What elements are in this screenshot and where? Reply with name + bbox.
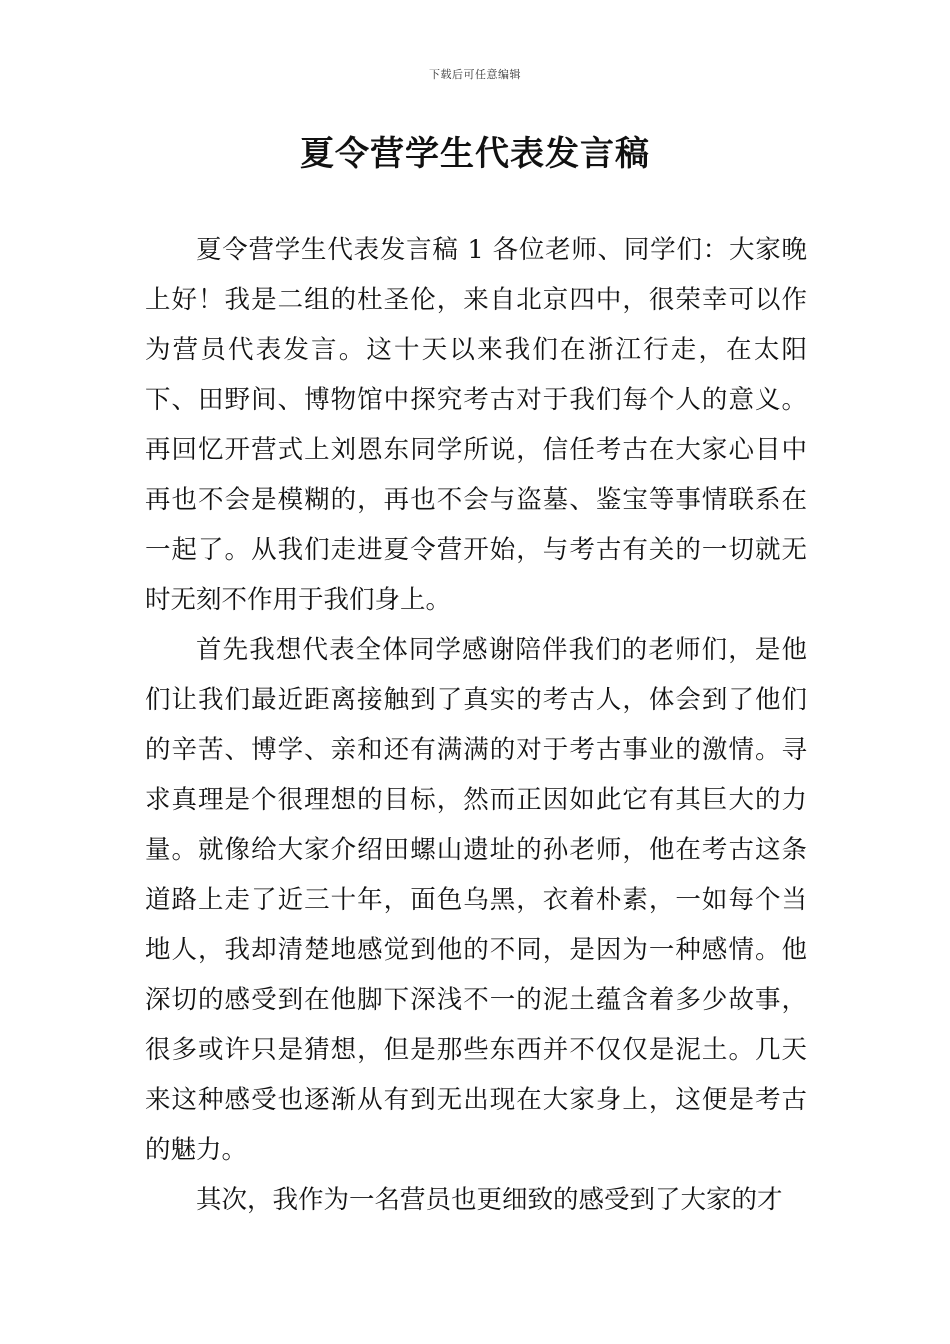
- paragraph-2: 首先我想代表全体同学感谢陪伴我们的老师们，是他们让我们最近距离接触到了真实的考古人，体会到了他们的辛苦、博学、亲和还有满满的对于考古事业的激情。寻求真理是个很理想的目标，然而正因如此它有其巨大的力量。就像给大家介绍田螺山遗址的孙老师，他在考古这条道路上走了近三十年，面色乌黑，衣着朴素，一如每个当地人，我却清楚地感觉到他的不同，是因为一种感情。他深切的感受到在他脚下深浅不一的泥土蕴含着多少故事，很多或许只是猜想，但是那些东西并不仅仅是泥土。几天来这种感受也逐渐从有到无出现在大家身上，这便是考古的魅力。: [145, 635, 807, 1165]
- document-title: 夏令营学生代表发言稿: [300, 134, 650, 174]
- document-body: [145, 225, 807, 1225]
- header-note: 下载后可任意编辑: [429, 68, 521, 81]
- paragraph-1: 夏令营学生代表发言稿 1 各位老师、同学们：大家晚上好！我是二组的杜圣伦，来自北京四中，很荣幸可以作为营员代表发言。这十天以来我们在浙江行走，在太阳下、田野间、博物馆中探究考古对于我们每个人的意义。再回忆开营式上刘恩东同学所说，信任考古在大家心目中再也不会是模糊的，再也不会与盗墓、鉴宝等事情联系在一起了。从我们走进夏令营开始，与考古有关的一切就无时无刻不作用于我们身上。: [145, 235, 807, 615]
- paragraph-3: 其次，我作为一名营员也更细致的感受到了大家的才: [196, 1185, 783, 1215]
